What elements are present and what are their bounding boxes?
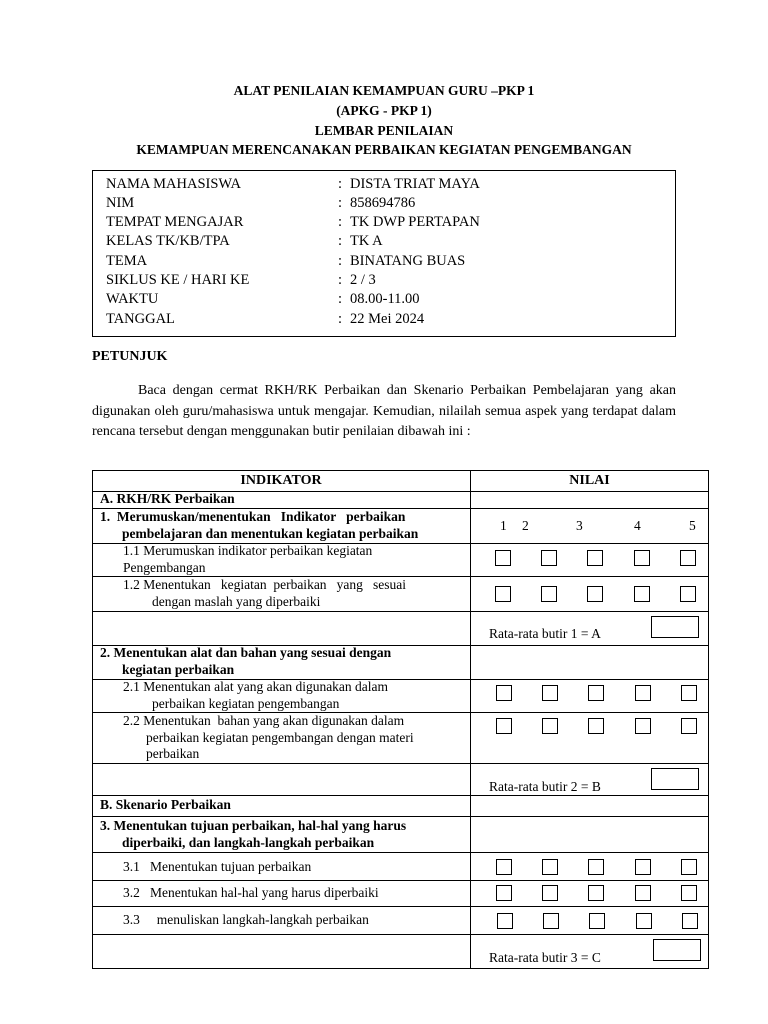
doc-title-line-3: LEMBAR PENILAIAN — [314, 123, 454, 138]
info-colon: : — [338, 176, 343, 192]
info-value-kelas: TK A — [350, 233, 383, 249]
table-rule — [92, 880, 709, 881]
score-checkbox[interactable] — [589, 913, 605, 929]
score-checkbox[interactable] — [587, 586, 603, 602]
table-column-divider — [470, 470, 471, 969]
indicator-1-2: 1.2 Menentukan kegiatan perbaikan yang sesuai — [123, 577, 407, 592]
info-colon: : — [338, 233, 343, 249]
doc-title-line-1: ALAT PENILAIAN KEMAMPUAN GURU –PKP 1 — [233, 83, 535, 98]
item-2-heading: 2. Menentukan alat dan bahan yang sesuai dengan — [100, 645, 392, 660]
item-1-heading: 1. Merumuskan/menentukan Indikator perbaikan — [100, 509, 406, 524]
table-border-left — [92, 470, 93, 969]
info-value-tanggal: 22 Mei 2024 — [350, 311, 425, 327]
average-label-2: Rata-rata butir 2 = B — [489, 779, 601, 794]
average-label-3: Rata-rata butir 3 = C — [489, 950, 601, 965]
average-box-3[interactable] — [653, 939, 701, 961]
score-checkbox[interactable] — [635, 685, 651, 701]
score-checkbox[interactable] — [587, 550, 603, 566]
info-label-nim: NIM — [106, 195, 135, 211]
scale-label-2: 2 — [522, 518, 529, 533]
item-1-heading-cont: pembelajaran dan menentukan kegiatan perbaikan — [122, 526, 419, 541]
indicator-2-1: 2.1 Menentukan alat yang akan digunakan dalam — [123, 679, 389, 694]
info-colon: : — [338, 311, 343, 327]
column-header-indikator: INDIKATOR — [240, 473, 322, 488]
score-checkbox[interactable] — [681, 885, 697, 901]
score-checkbox[interactable] — [496, 718, 512, 734]
info-label-tanggal: TANGGAL — [106, 311, 175, 327]
score-checkbox[interactable] — [682, 913, 698, 929]
score-checkbox[interactable] — [636, 913, 652, 929]
item-3-heading: 3. Menentukan tujuan perbaikan, hal-hal yang harus — [100, 818, 407, 833]
table-rule — [92, 934, 709, 935]
score-checkbox[interactable] — [496, 859, 512, 875]
indicator-3-1: 3.1 Menentukan tujuan perbaikan — [123, 859, 312, 874]
indicator-2-2-cont: perbaikan — [146, 746, 200, 761]
score-checkbox[interactable] — [542, 885, 558, 901]
info-colon: : — [338, 272, 343, 288]
info-label-nama: NAMA MAHASISWA — [106, 176, 241, 192]
info-colon: : — [338, 195, 343, 211]
score-checkbox[interactable] — [497, 913, 513, 929]
score-checkbox[interactable] — [588, 685, 604, 701]
info-colon: : — [338, 253, 343, 269]
score-checkbox[interactable] — [635, 885, 651, 901]
petunjuk-paragraph: Baca dengan cermat RKH/RK Perbaikan dan Skenario Perbaikan Pembelajaran yang akan digunakan oleh guru/mahasiswa untuk mengajar. Kemudian, nilailah semua aspek yang terdapat dalam rencana tersebut dengan menggunakan butir penilaian dibawah ini : — [92, 383, 676, 439]
indicator-3-2: 3.2 Menentukan hal-hal yang harus diperbaiki — [123, 885, 379, 900]
table-rule — [92, 795, 709, 796]
indicator-3-3: 3.3 menuliskan langkah-langkah perbaikan — [123, 912, 369, 927]
average-box-2[interactable] — [651, 768, 699, 790]
score-checkbox[interactable] — [634, 550, 650, 566]
info-value-siklus: 2 / 3 — [350, 272, 376, 288]
indicator-2-1-cont: perbaikan kegiatan pengembangan — [152, 696, 340, 711]
score-checkbox[interactable] — [495, 586, 511, 602]
info-value-nim: 858694786 — [350, 195, 416, 211]
score-checkbox[interactable] — [680, 586, 696, 602]
item-2-heading-cont: kegiatan perbaikan — [122, 662, 235, 677]
score-checkbox[interactable] — [542, 718, 558, 734]
column-header-nilai: NILAI — [569, 473, 610, 488]
score-checkbox[interactable] — [681, 685, 697, 701]
info-value-waktu: 08.00-11.00 — [350, 291, 420, 307]
score-checkbox[interactable] — [588, 859, 604, 875]
table-rule — [92, 906, 709, 907]
score-checkbox[interactable] — [588, 885, 604, 901]
info-label-waktu: WAKTU — [106, 291, 159, 307]
section-b-heading: B. Skenario Perbaikan — [100, 797, 231, 812]
indicator-1-1-cont: Pengembangan — [123, 560, 206, 575]
score-checkbox[interactable] — [542, 685, 558, 701]
info-colon: : — [338, 214, 343, 230]
doc-title-line-2: (APKG - PKP 1) — [336, 103, 432, 118]
table-rule — [92, 611, 709, 612]
score-checkbox[interactable] — [496, 885, 512, 901]
score-checkbox[interactable] — [681, 718, 697, 734]
indicator-2-2-cont: perbaikan kegiatan pengembangan dengan materi — [146, 730, 414, 745]
score-checkbox[interactable] — [680, 550, 696, 566]
info-label-siklus: SIKLUS KE / HARI KE — [106, 272, 250, 288]
scale-label-1: 1 — [500, 518, 507, 533]
info-label-kelas: KELAS TK/KB/TPA — [106, 233, 230, 249]
score-checkbox[interactable] — [541, 586, 557, 602]
average-label-1: Rata-rata butir 1 = A — [489, 626, 601, 641]
average-box-1[interactable] — [651, 616, 699, 638]
info-value-tempat: TK DWP PERTAPAN — [350, 214, 480, 230]
scale-label-4: 4 — [634, 518, 641, 533]
scale-label-5: 5 — [689, 518, 696, 533]
info-value-tema: BINATANG BUAS — [350, 253, 466, 269]
score-checkbox[interactable] — [681, 859, 697, 875]
table-rule — [92, 816, 709, 817]
info-value-nama: DISTA TRIAT MAYA — [350, 176, 480, 192]
info-label-tema: TEMA — [106, 253, 148, 269]
table-rule — [92, 470, 709, 471]
score-checkbox[interactable] — [635, 718, 651, 734]
score-checkbox[interactable] — [541, 550, 557, 566]
score-checkbox[interactable] — [634, 586, 650, 602]
table-rule — [92, 763, 709, 764]
info-colon: : — [338, 291, 343, 307]
score-checkbox[interactable] — [588, 718, 604, 734]
table-border-right — [708, 470, 709, 969]
indicator-1-1: 1.1 Merumuskan indikator perbaikan kegiatan — [123, 543, 373, 558]
scale-label-3: 3 — [576, 518, 583, 533]
table-rule — [92, 968, 709, 969]
table-rule — [92, 852, 709, 853]
indicator-1-2-cont: dengan maslah yang diperbaiki — [152, 594, 321, 609]
score-checkbox[interactable] — [495, 550, 511, 566]
doc-title-line-4: KEMAMPUAN MERENCANAKAN PERBAIKAN KEGIATAN PENGEMBANGAN — [136, 142, 632, 157]
assessment-table — [92, 470, 709, 969]
score-checkbox[interactable] — [635, 859, 651, 875]
score-checkbox[interactable] — [543, 913, 559, 929]
info-label-tempat: TEMPAT MENGAJAR — [106, 214, 244, 230]
section-a-heading: A. RKH/RK Perbaikan — [100, 491, 235, 506]
item-3-heading-cont: diperbaiki, dan langkah-langkah perbaikan — [122, 835, 375, 850]
score-checkbox[interactable] — [542, 859, 558, 875]
indicator-2-2: 2.2 Menentukan bahan yang akan digunakan dalam — [123, 713, 405, 728]
score-checkbox[interactable] — [496, 685, 512, 701]
petunjuk-heading: PETUNJUK — [92, 349, 168, 364]
